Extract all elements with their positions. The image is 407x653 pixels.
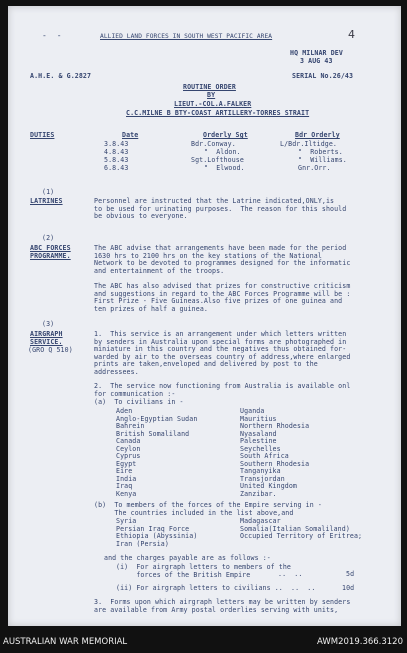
section-reference: (GRO Q 510) <box>28 346 73 354</box>
country-item: Cyprus <box>116 452 141 460</box>
section-label-service: SERVICE. <box>30 338 63 346</box>
duty-sgt: " Elwood. <box>204 164 245 172</box>
duty-bdr: L/Bdr.Iltidge. <box>280 140 337 148</box>
country-item: Transjordan <box>240 474 285 483</box>
handwritten-mark: - - <box>42 31 62 40</box>
order-by: BY <box>207 91 216 99</box>
forces-list-left <box>116 518 197 548</box>
duties-row <box>104 165 128 172</box>
text-line: be obvious to everyone. <box>94 212 188 220</box>
country-item: Iran (Persia) <box>116 539 169 548</box>
charge-forces-amount: 5d <box>346 570 355 578</box>
country-item: Ethiopia (Abyssinia) <box>116 532 198 540</box>
text-line: First Prize - Five Guineas.Also five prizes of one guinea and <box>94 297 343 305</box>
order-title: ROUTINE ORDER <box>183 83 236 91</box>
country-item: Nyasaland <box>240 429 277 438</box>
text-line: and entertainment of the troops. <box>94 266 225 275</box>
archive-footer <box>0 631 407 653</box>
hq-line: HQ MILNAR DEV <box>290 49 343 57</box>
country-item: India <box>116 474 137 483</box>
text-line: forces of the British Empire <box>116 570 251 579</box>
text-line: (b) To members of the forces of the Empire serving in - <box>94 501 322 509</box>
country-item: Mauritius <box>240 414 277 423</box>
duty-sgt: " Aldon. <box>204 148 241 156</box>
latrines-paragraph <box>94 198 346 221</box>
charges-intro: and the charges payable are as follows :- <box>104 554 271 562</box>
country-list-left <box>116 408 197 498</box>
text-line: Network to be devoted to programmes designed for the informatic <box>94 259 351 267</box>
country-item: Kenya <box>116 489 137 498</box>
section-number: (2) <box>42 234 55 242</box>
country-item: Southern Rhodesia <box>240 459 310 468</box>
text-line: The ABC advise that arrangements have been made for the period <box>94 244 347 252</box>
duties-header-date: Date <box>122 131 139 139</box>
footer-institution: AUSTRALIAN WAR MEMORIAL <box>3 637 128 647</box>
country-item: Madagascar <box>240 517 281 525</box>
duty-date: 3.8.43 <box>104 140 129 148</box>
forces-list-right <box>240 518 362 541</box>
text-line: (i) For airgraph letters to members of the <box>116 563 291 571</box>
text-line: 3. Forms upon which airgraph letters may be written by senders <box>94 598 351 606</box>
text-line: and suggestions in regard to the ABC Forces Programme will be : <box>94 289 351 298</box>
country-item: Tanganyika <box>240 467 281 475</box>
country-item: Ceylon <box>116 444 141 453</box>
forces-heading <box>94 502 322 517</box>
text-line: addressees. <box>94 367 139 376</box>
section-label-abc: ABC FORCES <box>30 244 71 252</box>
country-item: Palestine <box>240 437 277 445</box>
section-number: (3) <box>42 320 55 328</box>
country-item: South Africa <box>240 452 289 460</box>
abc-paragraph-2 <box>94 283 350 313</box>
text-line: to be used for urinating purposes. The reason for this should <box>94 204 347 213</box>
unit-name: C.C.MILNE B BTY-COAST ARTILLERY-TORRES STRAIT <box>126 109 310 117</box>
text-line: The countries included in the list above,and <box>94 508 294 517</box>
duties-label: DUTIES <box>30 131 55 139</box>
country-item: Seychelles <box>240 444 281 453</box>
duty-sgt: Sgt.Lofthouse <box>191 156 244 164</box>
duty-bdr: " Williams. <box>298 156 347 164</box>
country-item: Zanzibar. <box>240 489 277 498</box>
country-item: Syria <box>116 517 137 525</box>
country-item: Uganda <box>240 407 265 415</box>
country-list-right <box>240 408 309 498</box>
text-line: warded by air to the overseas country of address,where enlarged <box>94 352 351 361</box>
country-item: Eire <box>116 467 133 475</box>
duties-header-bdr: Bdr Orderly <box>295 131 340 139</box>
text-line: for communication :- <box>94 389 176 398</box>
civilians-heading: (a) To civilians in - <box>94 398 184 406</box>
country-item: United Kingdom <box>240 482 297 490</box>
text-line: 2. The service now functioning from Australia is available onl <box>94 382 351 390</box>
commander-name: LIEUT.-COL.A.FALKER <box>174 100 252 108</box>
charge-forces-dots: .. .. <box>278 570 303 578</box>
top-line: ALLIED LAND FORCES IN SOUTH WEST PACIFIC AREA <box>100 33 273 40</box>
handwritten-number: 4 <box>348 28 355 41</box>
footer-accession-number: AWM2019.366.3120 <box>317 637 403 647</box>
country-item: Canada <box>116 437 141 445</box>
section-label-programme: PROGRAMME. <box>30 252 71 260</box>
duty-bdr: Gnr.Orr. <box>298 164 331 172</box>
text-line: 1630 hrs to 2100 hrs on the key stations of the National <box>94 251 322 260</box>
text-line: by senders in Australia upon special forms are photographed in <box>94 337 347 346</box>
duty-date: 5.8.43 <box>104 156 129 164</box>
charge-civilians-amount: 10d <box>342 584 355 592</box>
serial-number: SERIAL No.26/43 <box>292 72 354 80</box>
charge-civilians: (ii) For airgraph letters to civilians .. .. .. <box>116 584 316 592</box>
section-number: (1) <box>42 188 55 196</box>
duty-sgt: Bdr.Conway. <box>191 140 236 148</box>
text-line: prints are taken,enveloped and delivered by post to the <box>94 360 318 368</box>
document-page <box>8 6 401 626</box>
text-line: Personnel are instructed that the Latrine indicated,ONLY,is <box>94 197 335 205</box>
country-item: Occupied Territory of Eritrea; <box>240 532 363 540</box>
country-item: Anglo-Egyptian Sudan <box>116 414 198 423</box>
section-label-latrines: LATRINES <box>30 197 63 205</box>
charge-forces <box>116 564 291 579</box>
country-item: Egypt <box>116 459 137 468</box>
section-label-airgraph: AIRGRAPH <box>30 330 63 338</box>
country-item: Aden <box>116 407 133 415</box>
country-item: Northern Rhodesia <box>240 422 310 430</box>
duties-header-sgt: Orderly Sgt <box>203 131 248 139</box>
text-line: miniature in this country and the negatives thus obtained for- <box>94 345 347 353</box>
duty-date: 4.8.43 <box>104 148 129 156</box>
text-line: 1. This service is an arrangement under which letters written <box>94 330 347 338</box>
country-item: Iraq <box>116 482 133 490</box>
airgraph-paragraph-3 <box>94 599 350 614</box>
reference: A.H.E. & G.2827 <box>30 72 92 80</box>
airgraph-paragraph-2 <box>94 383 350 398</box>
text-line: ten prizes of half a guinea. <box>94 304 208 313</box>
country-item: Bahrein <box>116 422 145 430</box>
country-item: Persian Iraq Force <box>116 524 190 533</box>
date-line: 3 AUG 43 <box>300 57 333 65</box>
abc-paragraph-1 <box>94 245 350 275</box>
airgraph-paragraph-1 <box>94 331 350 376</box>
duty-bdr: " Roberts. <box>298 148 343 156</box>
text-line: are available from Army postal orderlies serving with units, <box>94 605 339 614</box>
text-line: The ABC has also advised that prizes for constructive criticism <box>94 282 351 290</box>
duty-date: 6.8.43 <box>104 164 129 172</box>
country-item: British Somaliland <box>116 429 190 438</box>
country-item: Somalia(Italian Somaliland) <box>240 524 350 533</box>
